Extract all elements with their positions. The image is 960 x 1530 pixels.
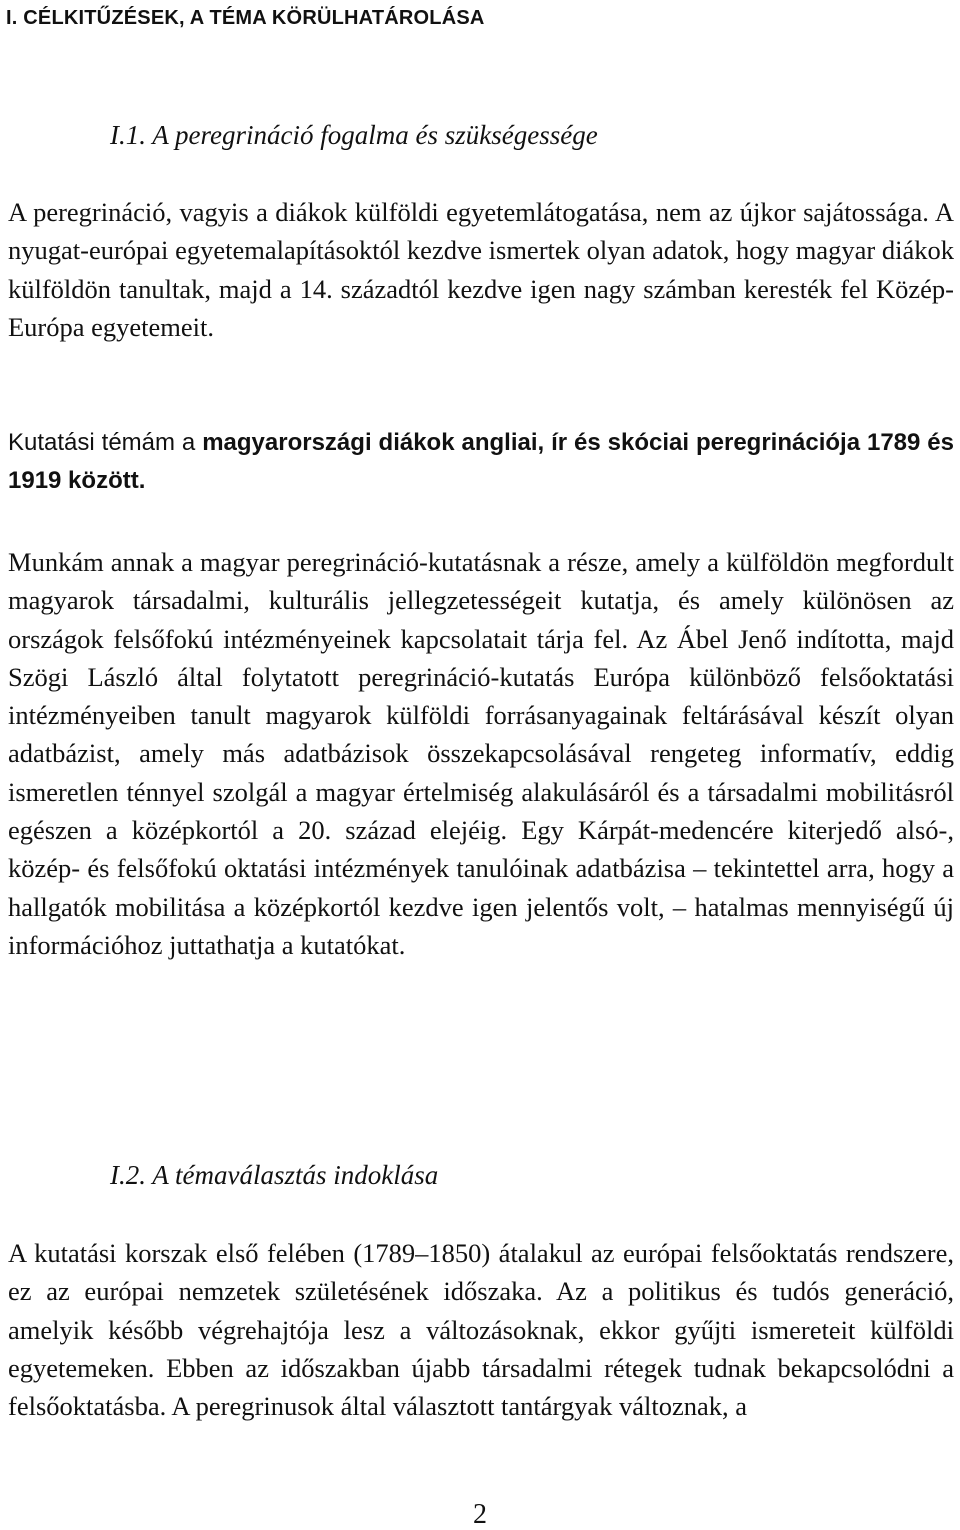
section-title-peregrination-concept: I.1. A peregrináció fogalma és szükségessége [110,120,598,150]
paragraph-research-topic [8,424,954,500]
page-number: 2 [473,1499,487,1530]
paragraph-topic-justification: A kutatási korszak első felében (1789–1850) átalakul az európai felsőoktatás rendszere, ez az európai nemzetek születésének időszaka. Az a politikus és tudós generáció, amelyik később végrehajtója lesz a változásoknak, ekkor gyűjti ismereteit külföldi egyetemeken. Ebben az időszakban újabb társadalmi rétegek tudnak bekapcsolódni a felsőoktatásba. A peregrinusok által választott tantárgyak változnak, a [8,1238,954,1422]
research-topic-intro: Kutatási témám a [8,429,203,456]
paragraph-peregrination-intro: A peregrináció, vagyis a diákok külföldi egyetemlátogatása, nem az újkor sajátossága. A nyugat-európai egyetemalapításoktól kezdve ismertek olyan adatok, hogy magyar diákok külföldön tanultak, majd a 14. századtól kezdve igen nagy számban keresték fel Közép-Európa egyetemeit. [8,197,954,342]
research-topic-bold: magyarországi diákok angliai, ír és skóciai peregrinációja 1789 és 1919 között. [8,429,954,494]
paragraph-research-context: Munkám annak a magyar peregrináció-kutatásnak a része, amely a külföldön megfordult magyarok társadalmi, kulturális jellegzetességeit kutatja, és amely különösen az országok felsőfokú intézményeinek kapcsolatait tárja fel. Az Ábel Jenő indította, majd Szögi László által folytatott peregrináció-kutatás Európa különböző felsőoktatási intézményeiben tanult magyarok külföldi forrásanyagainak feltárásával készít olyan adatbázist, amely más adatbázisok összekapcsolásával rengeteg informatív, eddig ismeretlen ténnyel szolgál a magyar értelmiség alakulásáról és a társadalmi mobilitásról egészen a középkortól a 20. század elejéig. Egy Kárpát-medencére kiterjedő alsó-, közép- és felsőfokú oktatási intézmények tanulóinak adatbázisa – tekintettel arra, hogy a hallgatók mobilitása a középkortól kezdve igen jelentős volt, – hatalmas mennyiségű új információhoz juttathatja a kutatókat. [8,547,954,960]
section-title-topic-justification: I.2. A témaválasztás indoklása [110,1160,439,1190]
chapter-title: I. CÉLKITŰZÉSEK, A TÉMA KÖRÜLHATÁROLÁSA [6,7,485,29]
